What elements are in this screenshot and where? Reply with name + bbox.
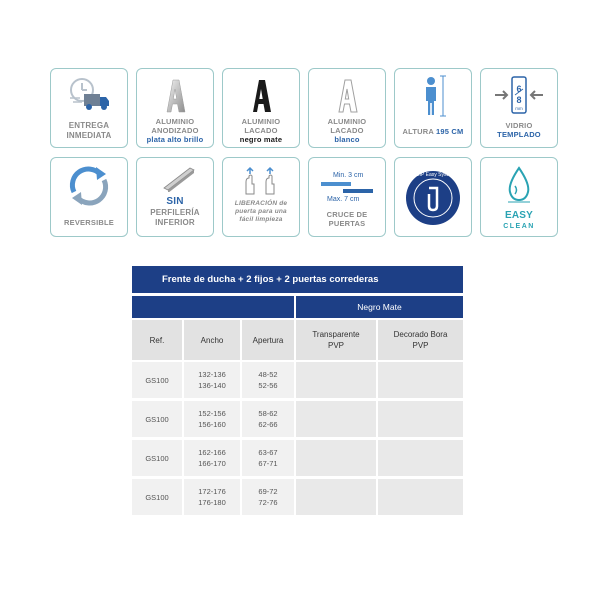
water-drop-icon bbox=[481, 164, 557, 204]
table-row bbox=[132, 362, 463, 398]
feature-label-line3: blanco bbox=[334, 135, 360, 144]
cell-ancho-b: 136-140 bbox=[198, 381, 226, 390]
cell-ref: GS100 bbox=[132, 479, 182, 515]
feature-label-line3: negro mate bbox=[239, 135, 283, 144]
feature-label-line1: CRUCE DE bbox=[326, 210, 368, 219]
cell-transparente bbox=[296, 362, 376, 398]
feature-label-line2: PERFILERÍA bbox=[150, 208, 200, 217]
cell-ref: GS100 bbox=[132, 401, 182, 437]
feature-label-line1: SIN bbox=[166, 196, 184, 207]
table-title: Frente de ducha + 2 fijos + 2 puertas correderas bbox=[132, 266, 463, 293]
feature-label-line1: LIBERACIÓN de bbox=[234, 200, 288, 207]
glass-thickness-icon bbox=[481, 75, 557, 115]
svg-text:6: 6 bbox=[516, 84, 522, 94]
feature-label-line2: LACADO bbox=[244, 126, 278, 135]
feature-label-line2: CLEAN bbox=[503, 223, 535, 230]
cell-ancho-a: 162-166 bbox=[198, 448, 226, 457]
feature-label-line1: ENTREGA bbox=[68, 121, 110, 130]
letter-a-black-icon bbox=[223, 75, 299, 115]
hands-release-icon bbox=[223, 164, 299, 196]
cell-ancho-a: 172-176 bbox=[198, 487, 226, 496]
col-header-ref: Ref. bbox=[132, 320, 182, 360]
feature-card-lacado-negro bbox=[222, 68, 300, 148]
cell-apertura-a: 58-62 bbox=[258, 409, 278, 418]
cell-decorado bbox=[378, 440, 463, 476]
cell-apertura bbox=[242, 362, 294, 398]
feature-label-line2: PUERTAS bbox=[328, 219, 366, 228]
cell-ref: GS100 bbox=[132, 362, 182, 398]
feature-label-line1: ALTURA bbox=[402, 127, 434, 136]
clip-badge-text: CLIP Easy System bbox=[413, 172, 455, 178]
feature-card-lacado-blanco bbox=[308, 68, 386, 148]
feature-card-altura bbox=[394, 68, 472, 148]
feature-card-easy-clean bbox=[480, 157, 558, 237]
cell-decorado bbox=[378, 362, 463, 398]
feature-card-cruce bbox=[308, 157, 386, 237]
cell-ancho-b: 156-160 bbox=[198, 420, 226, 429]
cell-apertura-b: 72-76 bbox=[258, 498, 278, 507]
feature-label-line1: EASY bbox=[504, 210, 534, 221]
feature-label-line3: fácil limpieza bbox=[239, 216, 283, 223]
feature-label-line1: ALUMINIO bbox=[241, 117, 281, 126]
delivery-truck-icon bbox=[51, 75, 127, 115]
col-header-apertura: Apertura bbox=[242, 320, 294, 360]
svg-text:8: 8 bbox=[516, 95, 522, 105]
max-overlap-label: Max. 7 cm bbox=[327, 196, 360, 203]
reversible-arrows-icon bbox=[51, 162, 127, 208]
cell-apertura-b: 67-71 bbox=[258, 459, 278, 468]
svg-text:mm: mm bbox=[515, 106, 523, 111]
cell-apertura-b: 52-56 bbox=[258, 381, 278, 390]
person-height-icon bbox=[395, 73, 471, 119]
feature-label-line2: LACADO bbox=[330, 126, 364, 135]
feature-label-line1: ALUMINIO bbox=[155, 117, 195, 126]
feature-label-line3: INFERIOR bbox=[155, 218, 195, 227]
group-header-negro-mate: Negro Mate bbox=[296, 296, 463, 318]
letter-a-white-icon bbox=[309, 75, 385, 115]
cell-apertura-a: 63-67 bbox=[258, 448, 278, 457]
cell-decorado bbox=[378, 479, 463, 515]
cell-ancho bbox=[184, 440, 240, 476]
feature-card-entrega bbox=[50, 68, 128, 148]
feature-card-clip bbox=[394, 157, 472, 237]
letter-a-silver-icon bbox=[137, 75, 213, 115]
cell-decorado bbox=[378, 401, 463, 437]
feature-label-line2: INMEDIATA bbox=[66, 131, 112, 140]
cell-ancho bbox=[184, 362, 240, 398]
cell-apertura bbox=[242, 479, 294, 515]
col-header-decorado: Decorado Bora PVP bbox=[378, 320, 463, 360]
cell-ref: GS100 bbox=[132, 440, 182, 476]
cell-apertura-a: 48-52 bbox=[258, 370, 278, 379]
col-header-ancho: Ancho bbox=[184, 320, 240, 360]
cell-transparente bbox=[296, 479, 376, 515]
feature-card-sin-perfileria bbox=[136, 157, 214, 237]
cell-transparente bbox=[296, 440, 376, 476]
table-row bbox=[132, 440, 463, 476]
feature-card-liberacion bbox=[222, 157, 300, 237]
cell-ancho bbox=[184, 401, 240, 437]
feature-card-anodizado bbox=[136, 68, 214, 148]
cell-ancho bbox=[184, 479, 240, 515]
feature-card-vidrio bbox=[480, 68, 558, 148]
feature-label-line2: puerta para una bbox=[235, 208, 287, 215]
min-overlap-label: Min. 3 cm bbox=[333, 172, 364, 179]
feature-label-line1: REVERSIBLE bbox=[64, 218, 114, 227]
cell-apertura-a: 69-72 bbox=[258, 487, 278, 496]
cell-ancho-a: 132-136 bbox=[198, 370, 226, 379]
feature-label-line2: ANODIZADO bbox=[151, 126, 199, 135]
cell-ancho-a: 152-156 bbox=[198, 409, 226, 418]
profile-strip-icon bbox=[137, 162, 213, 192]
cell-transparente bbox=[296, 401, 376, 437]
table-subheader-blank bbox=[132, 296, 294, 318]
feature-label-line2: 195 CM bbox=[436, 127, 464, 136]
feature-card-reversible bbox=[50, 157, 128, 237]
feature-label-line1: VIDRIO bbox=[505, 121, 533, 130]
cell-apertura-b: 62-66 bbox=[258, 420, 278, 429]
feature-label-line3: plata alto brillo bbox=[146, 135, 204, 144]
table-row bbox=[132, 401, 463, 437]
table-row bbox=[132, 479, 463, 515]
cell-apertura bbox=[242, 440, 294, 476]
door-overlap-icon bbox=[315, 180, 381, 196]
feature-label-line1: ALUMINIO bbox=[327, 117, 367, 126]
feature-label-line2: TEMPLADO bbox=[497, 130, 541, 139]
cell-apertura bbox=[242, 401, 294, 437]
cell-ancho-b: 166-170 bbox=[198, 459, 226, 468]
cell-ancho-b: 176-180 bbox=[198, 498, 226, 507]
col-header-transparente: Transparente PVP bbox=[296, 320, 376, 360]
